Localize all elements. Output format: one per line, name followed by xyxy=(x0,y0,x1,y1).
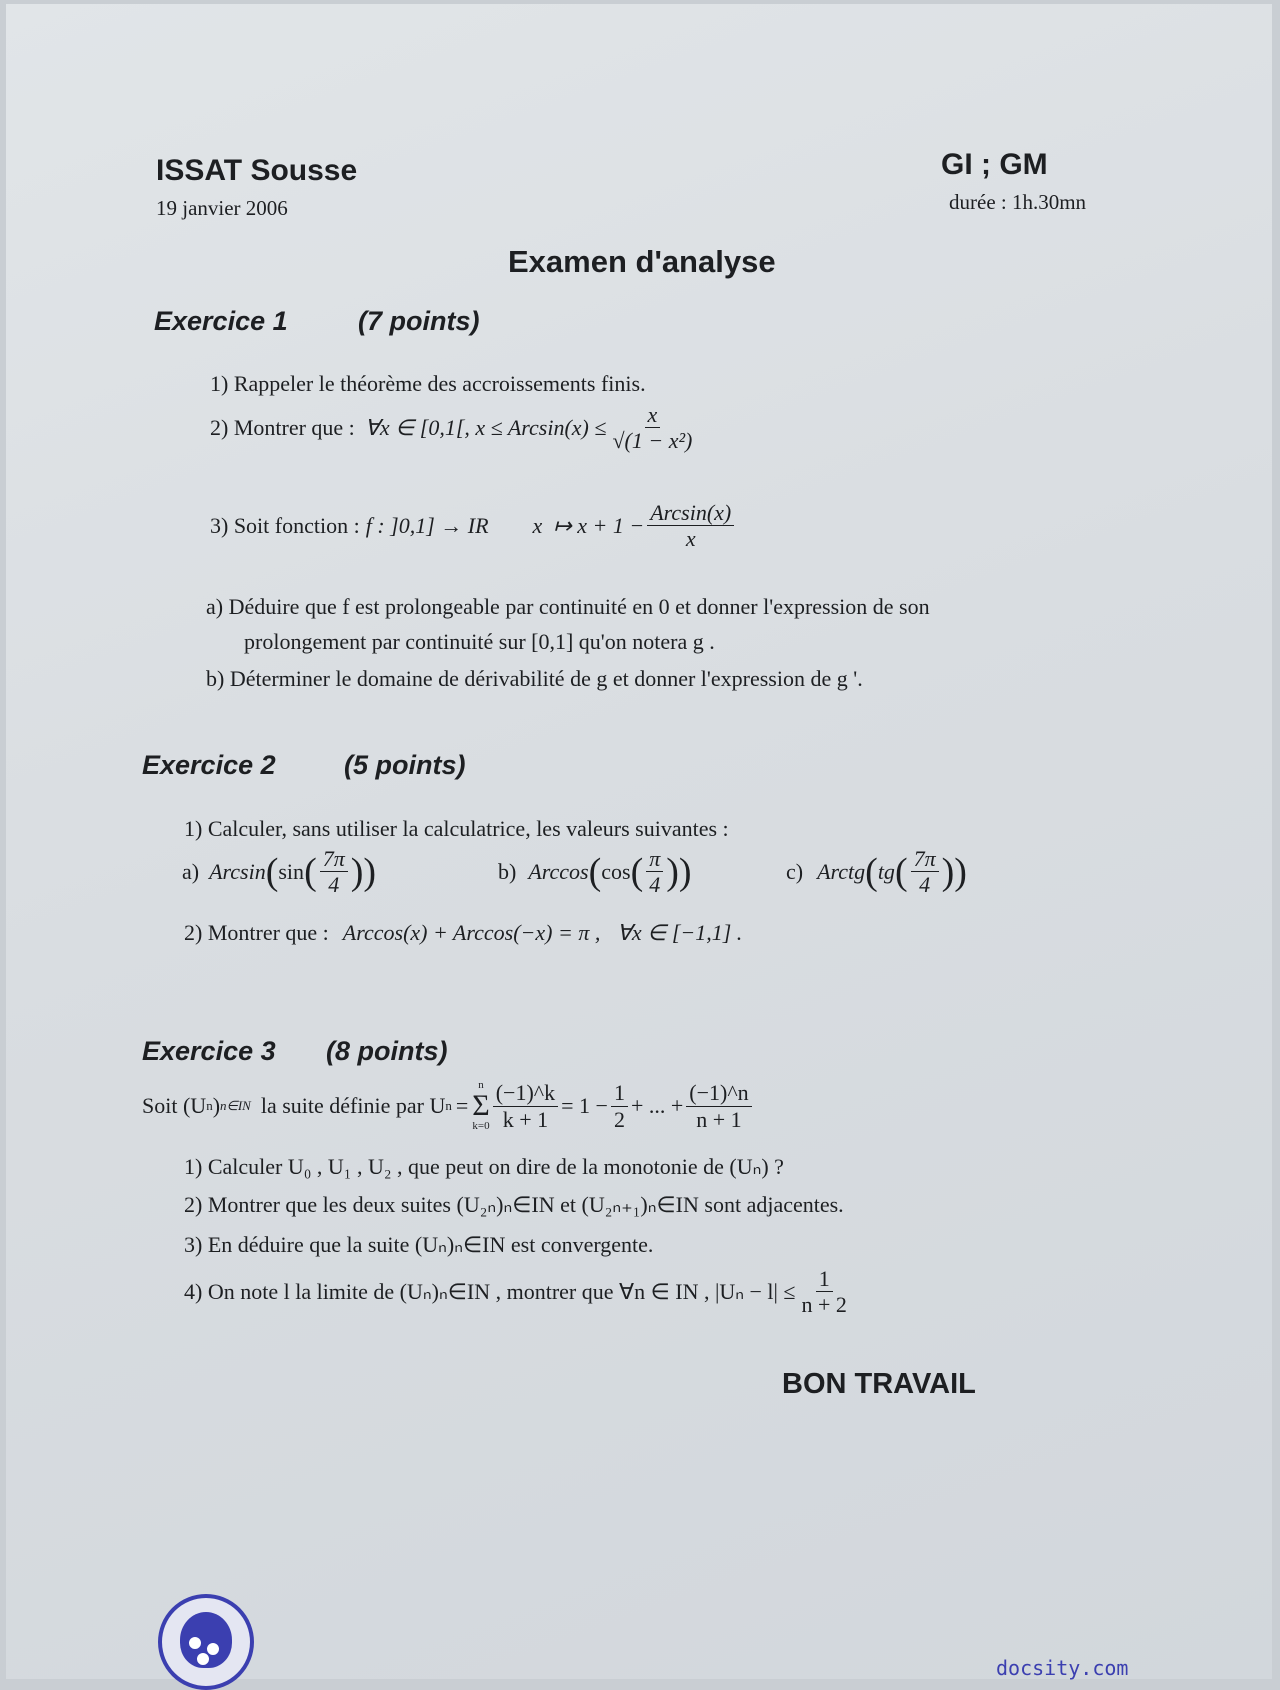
ex2-a-label: a) xyxy=(182,858,200,884)
ex1-q3-fraction xyxy=(647,500,734,552)
ex2-b-fraction xyxy=(646,846,663,898)
exam-duration: durée : 1h.30mn xyxy=(949,190,1087,214)
docsity-logo-icon xyxy=(158,1594,254,1690)
ex2-a-func: Arcsin xyxy=(209,858,266,884)
ex3-f1-den: k + 1 xyxy=(502,1106,549,1132)
ex2-b-label: b) xyxy=(498,858,517,884)
ex2-c-inner: tg xyxy=(877,858,895,884)
ex2-c-fraction xyxy=(911,846,939,898)
ex3-intro-eq: = xyxy=(455,1093,469,1118)
ex1-q3-numerator: Arcsin(x) xyxy=(647,500,734,526)
ex1-q2-label: 2) Montrer que : xyxy=(210,414,355,440)
closing-text: BON TRAVAIL xyxy=(782,1368,976,1400)
ex2-a-den: 4 xyxy=(328,872,340,898)
ex2-item-c: c) Arctg ( tg ( $\frac{7\pi}{4}$ )) xyxy=(786,846,967,898)
ex2-b-func: Arccos xyxy=(528,858,589,884)
ex2-b-den: 4 xyxy=(649,872,661,898)
ex3-sum xyxy=(472,1080,489,1132)
watermark-text[interactable]: docsity.com xyxy=(996,1656,1129,1680)
ex2-c-den: 4 xyxy=(919,872,931,898)
ex3-intro-sub: n xyxy=(206,1098,213,1113)
ex3-question-2: 2) Montrer que les deux suites (U₂ₙ)ₙ∈IN et (U₂ₙ₊₁)ₙ∈IN sont adjacentes. xyxy=(184,1192,844,1217)
school-name: ISSAT Sousse xyxy=(156,154,358,187)
ex3-intro-start: Soit (U xyxy=(142,1093,207,1118)
ex2-c-label: c) xyxy=(786,858,804,884)
ex2-question-2 xyxy=(184,920,742,946)
ex3-q4-den: n + 2 xyxy=(801,1292,847,1318)
ex1-question-a-line1: a) Déduire que f est prolongeable par continuité en 0 et donner l'expression de son xyxy=(206,594,930,619)
ex3-q4-num: 1 xyxy=(816,1266,833,1292)
ex3-f3-num: (−1)^n xyxy=(686,1080,751,1106)
ex2-c-func: Arctg xyxy=(817,858,866,884)
ex1-question-a-line2: prolongement par continuité sur [0,1] qu'on notera g . xyxy=(244,629,715,654)
ex1-q2-fraction xyxy=(609,402,695,454)
ex3-fraction-3 xyxy=(686,1080,751,1132)
exam-date: 19 janvier 2006 xyxy=(156,196,288,220)
ex1-q2-denominator: √(1 − x²) xyxy=(612,428,693,454)
ex1-question-1: 1) Rappeler le théorème des accroissements finis. xyxy=(210,371,646,396)
ex3-question-4 xyxy=(184,1266,853,1318)
ex3-f3-den: n + 1 xyxy=(696,1106,742,1132)
ex3-dots: + ... + xyxy=(630,1093,684,1118)
ex3-question-1: 1) Calculer U₀ , U₁ , U₂ , que peut on dire de la monotonie de (Uₙ) ? xyxy=(184,1154,784,1179)
ex3-question-3: 3) En déduire que la suite (Uₙ)ₙ∈IN est convergente. xyxy=(184,1232,654,1257)
ex2-b-num: π xyxy=(646,846,663,872)
exercise1-points: (7 points) xyxy=(358,306,480,336)
ex3-eq-mid: = 1 − xyxy=(561,1093,608,1118)
ex2-item-b: b) Arccos ( cos ( $\frac{\pi}{4}$ )) xyxy=(498,846,692,898)
ex1-q2-inequality: ∀x ∈ [0,1[, x ≤ Arcsin(x) ≤ xyxy=(364,414,607,440)
exercise3-title: Exercice 3 xyxy=(142,1036,276,1066)
ex1-q3-function: f : ]0,1] → IR x ↦ x + 1 − xyxy=(365,512,645,538)
ex1-question-b: b) Déterminer le domaine de dérivabilité de g et donner l'expression de g '. xyxy=(206,666,863,691)
ex3-f2-num: 1 xyxy=(611,1080,628,1106)
ex2-q2-label: 2) Montrer que : xyxy=(184,920,329,945)
ex3-sum-top: n xyxy=(478,1079,484,1091)
exam-paper xyxy=(6,4,1272,1679)
exercise2-title: Exercice 2 xyxy=(142,750,276,780)
ex2-c-num: 7π xyxy=(911,846,939,872)
ex2-a-inner: sin xyxy=(278,858,305,884)
ex3-q4-fraction xyxy=(799,1266,850,1318)
exercise2-points: (5 points) xyxy=(344,750,466,780)
ex2-a-num: 7π xyxy=(320,846,348,872)
ex2-item-a: a) Arcsin ( sin ( $\frac{7\pi}{4}$ )) xyxy=(182,846,377,898)
ex3-q4-text: 4) On note l la limite de (Uₙ)ₙ∈IN , montrer que ∀n ∈ IN , |Uₙ − l| ≤ xyxy=(184,1278,796,1304)
exercise3-points: (8 points) xyxy=(326,1036,448,1066)
ex2-b-inner: cos xyxy=(601,858,631,884)
ex1-q2-numerator: x xyxy=(645,402,661,428)
ex3-intro-rest: la suite définie par U xyxy=(260,1093,446,1118)
ex3-sum-symbol: Σ xyxy=(472,1089,490,1122)
ex3-f2-den: 2 xyxy=(613,1106,625,1132)
ex3-intro-sub-2: n xyxy=(445,1098,452,1113)
ex1-q3-label: 3) Soit fonction : xyxy=(210,512,360,538)
ex3-intro-set: n∈IN xyxy=(220,1098,251,1113)
ex1-q3-denominator: x xyxy=(685,526,696,552)
ex2-a-fraction xyxy=(320,846,348,898)
ex2-q2-math: Arccos(x) + Arccos(−x) = π , ∀x ∈ [−1,1] . xyxy=(342,920,743,945)
ex2-question-1: 1) Calculer, sans utiliser la calculatrice, les valeurs suivantes : xyxy=(184,816,729,841)
exercise1-title: Exercice 1 xyxy=(154,306,288,336)
class-groups: GI ; GM xyxy=(941,148,1048,181)
page-title: Examen d'analyse xyxy=(508,244,776,279)
ex3-fraction-1 xyxy=(493,1080,558,1132)
ex1-question-3 xyxy=(210,500,737,552)
ex3-fraction-2 xyxy=(611,1080,628,1132)
ex3-f1-num: (−1)^k xyxy=(493,1080,558,1106)
ex3-sum-bottom: k=0 xyxy=(472,1120,490,1132)
ex3-intro: Soit (U n ) n∈IN la suite définie par U n = n Σ k=0 $\frac{(-1)\^{}k}{k + 1}$ = 1 − $\frac{1}{2}$ + ... + $\frac{(-1)\^{}n}{n + 1}$ xyxy=(142,1080,755,1132)
ex1-question-2 xyxy=(210,402,698,454)
